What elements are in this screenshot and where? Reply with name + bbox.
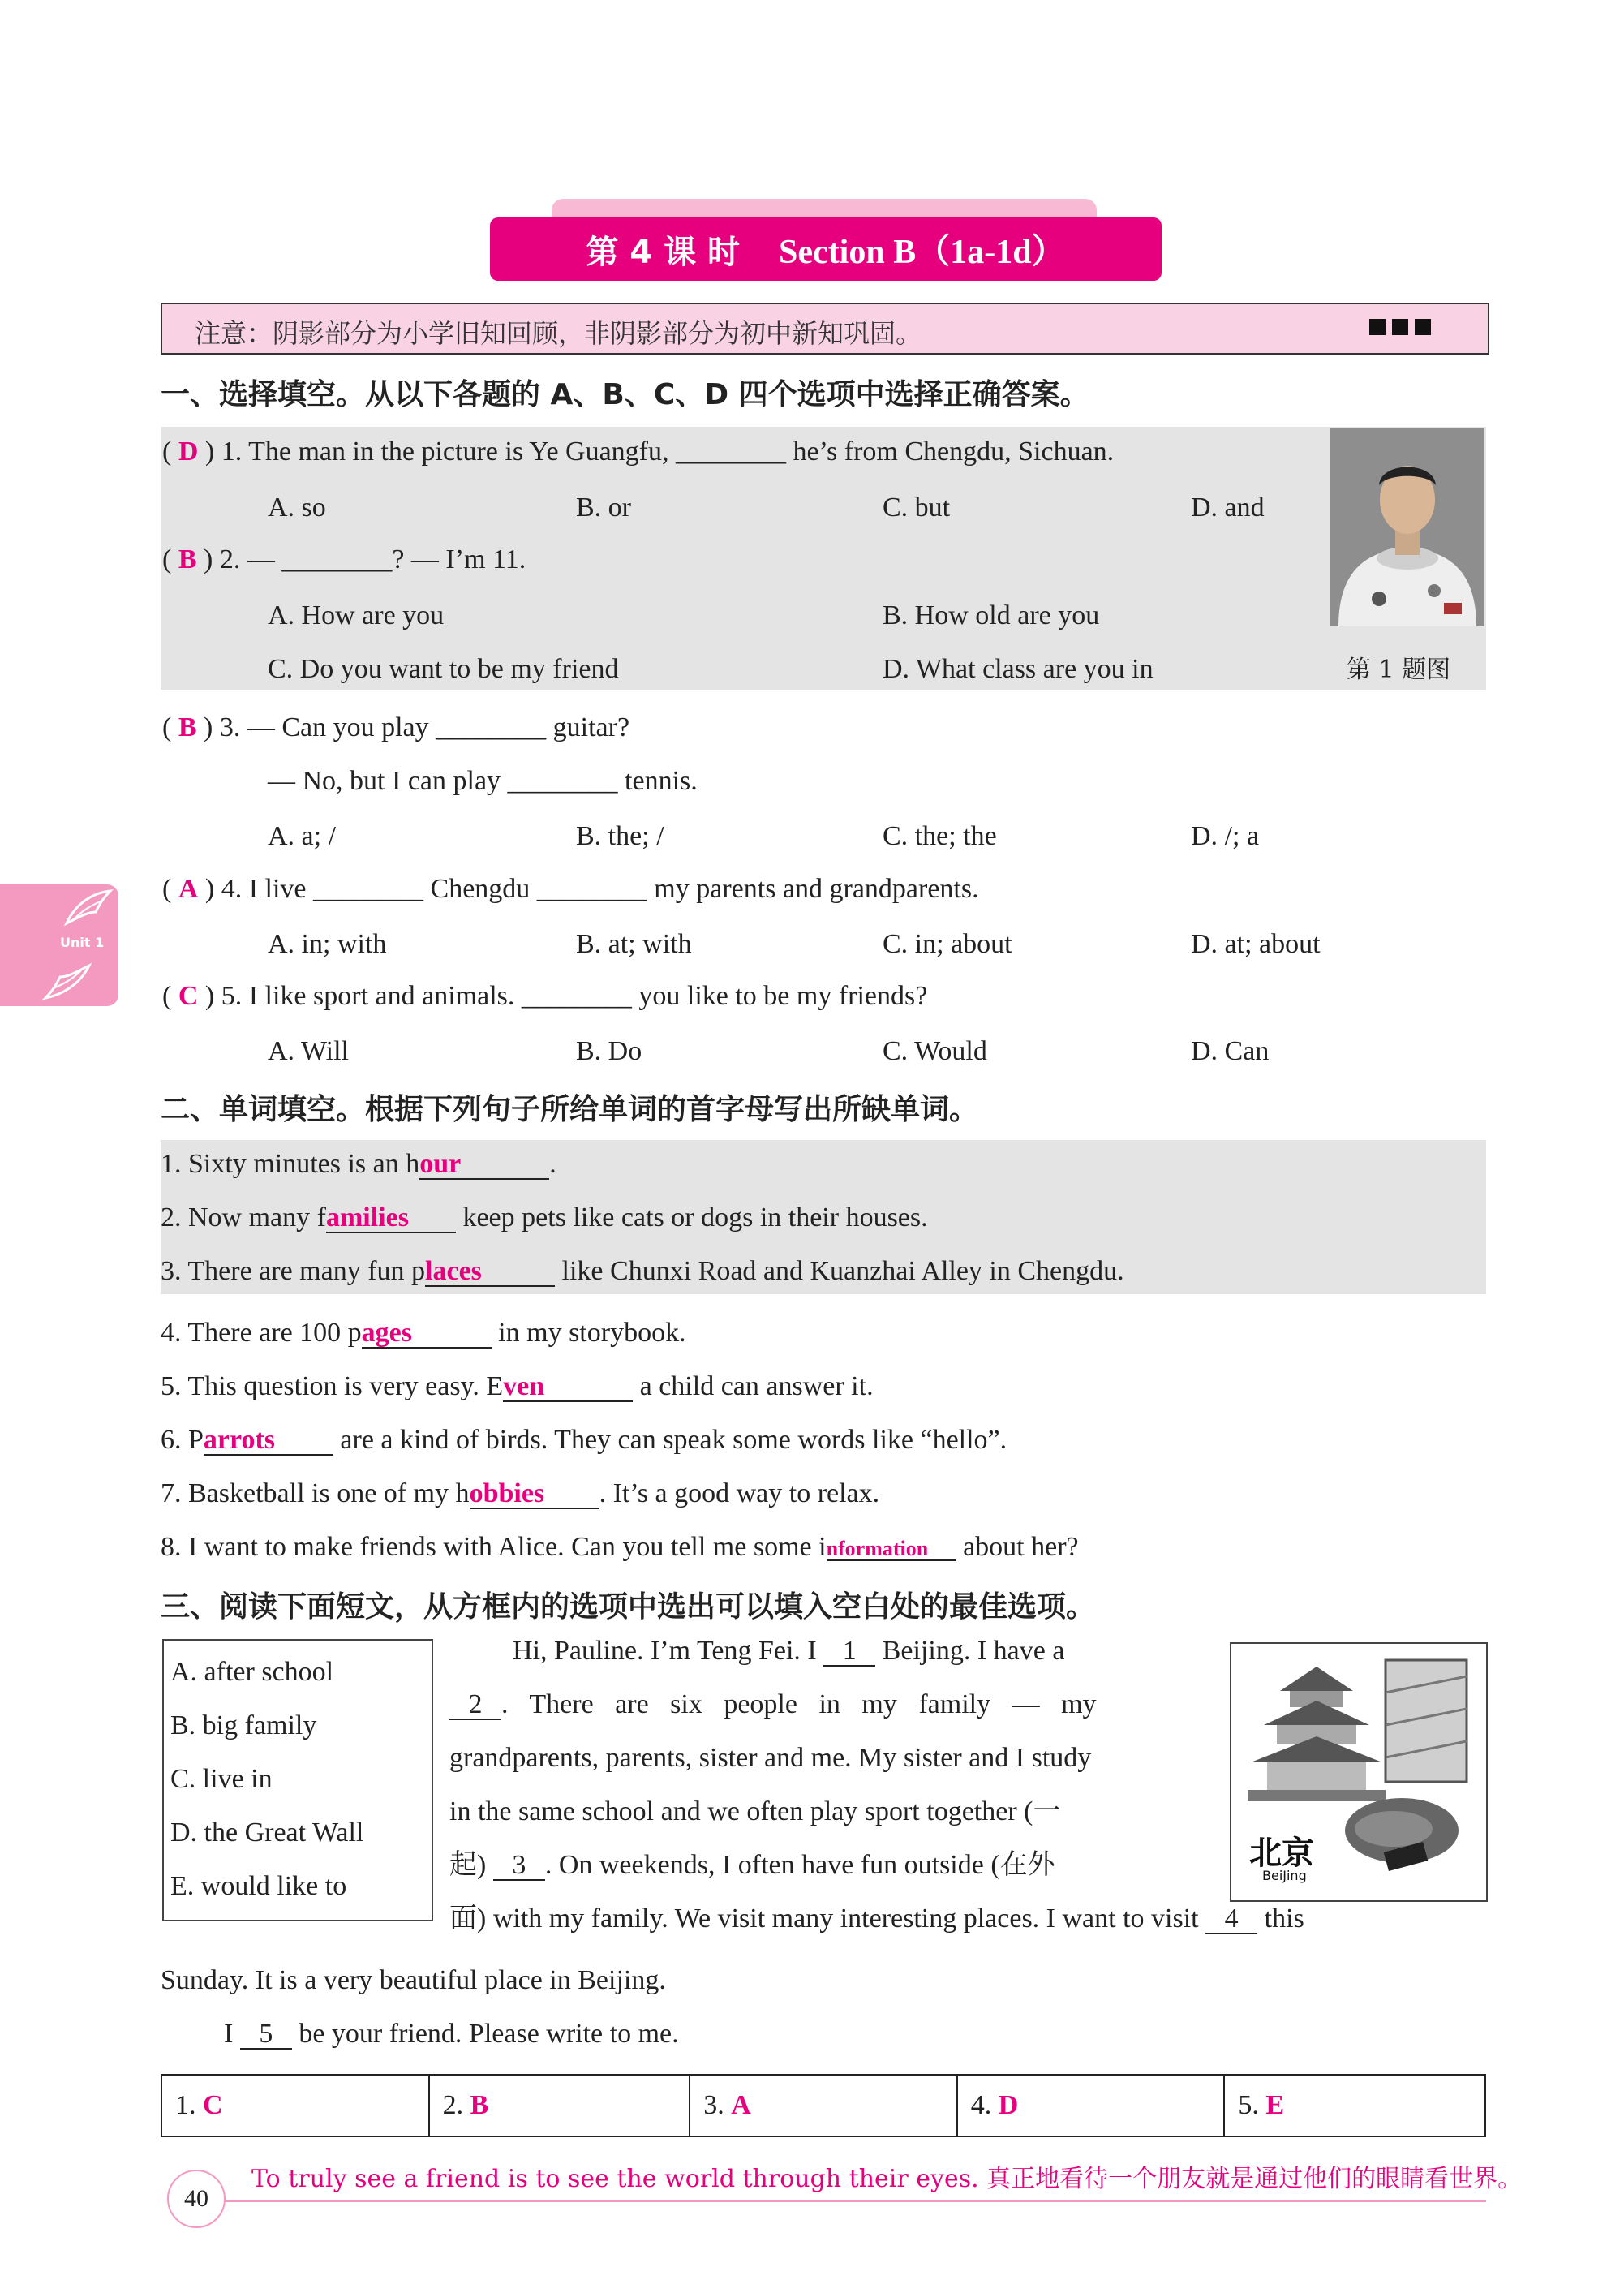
option: A. Will	[268, 1036, 350, 1066]
page-number-badge	[167, 2170, 226, 2228]
option: D. at; about	[1191, 929, 1321, 959]
word-fill-5: 5. This question is very easy. Even a child can answer it.	[161, 1371, 874, 1401]
passage-line: grandparents, parents, sister and me. My sister and I study	[449, 1743, 1092, 1773]
astronaut-photo	[1330, 428, 1484, 626]
passage-line: in the same school and we often play sport together (一	[449, 1796, 1061, 1826]
question-1: ( D ) 1. The man in the picture is Ye Guangfu, ________ he’s from Chengdu, Sichuan.	[162, 437, 1115, 467]
part1-heading: 一、选择填空。从以下各题的 A、B、C、D 四个选项中选择正确答案。	[161, 378, 1089, 411]
option-c: C. live in	[170, 1764, 273, 1794]
answer-cell: 3. A	[690, 2075, 957, 2136]
fill-answer: ages	[362, 1319, 492, 1349]
option-a: A. after school	[170, 1657, 334, 1687]
footer-quote: To truly see a friend is to see the world through their eyes. 真正地看待一个朋友就是通过他们的眼睛看世界。	[251, 2165, 1523, 2193]
question-stem: 1. The man in the picture is Ye Guangfu, ________ he’s from Chengdu, Sichuan.	[221, 437, 1115, 467]
word-fill-3: 3. There are many fun places like Chunxi Road and Kuanzhai Alley in Chengdu.	[161, 1256, 1124, 1286]
answer-5: C	[178, 981, 199, 1011]
options-box	[162, 1639, 433, 1921]
blank-4: 4	[1205, 1905, 1257, 1934]
blank-1: 1	[823, 1637, 875, 1667]
beijing-label-cn: 北京	[1249, 1835, 1314, 1872]
question-5: ( C ) 5. I like sport and animals. ________ you like to be my friends?	[162, 981, 928, 1011]
answer-cell: 1. C	[161, 2075, 429, 2136]
answer-cell: 4. D	[957, 2075, 1225, 2136]
fill-answer: ven	[503, 1373, 633, 1402]
section-title: Section B（1a-1d）	[779, 234, 1066, 271]
note-text: 注意：阴影部分为小学旧知回顾，非阴影部分为初中新知巩固。	[195, 318, 922, 349]
question-stem: 3. — Can you play ________ guitar?	[219, 712, 630, 742]
option: B. How old are you	[883, 600, 1100, 630]
beijing-label-en: BeiJing	[1262, 1868, 1307, 1883]
passage-line: I 5 be your friend. Please write to me.	[224, 2019, 679, 2049]
unit-label: Unit 1	[60, 935, 105, 950]
blank-2: 2	[449, 1691, 501, 1720]
word-fill-7: 7. Basketball is one of my hobbies . It’s a good way to relax.	[161, 1478, 880, 1508]
question-3: ( B ) 3. — Can you play ________ guitar?	[162, 712, 630, 742]
note-squares	[1369, 319, 1431, 339]
beijing-illustration	[1230, 1642, 1488, 1902]
option: A. in; with	[268, 929, 387, 959]
option: B. Do	[576, 1036, 642, 1066]
answer-1: D	[178, 437, 199, 467]
answer-table	[161, 2074, 1486, 2137]
unit-side-tab	[0, 884, 118, 1006]
word-fill-8: 8. I want to make friends with Alice. Can you tell me some information about her?	[161, 1532, 1079, 1562]
answer-4: A	[178, 874, 199, 904]
note-bar	[161, 303, 1489, 355]
page-number: 40	[184, 2185, 208, 2212]
answer-cell: 5. E	[1224, 2075, 1485, 2136]
answer-2: B	[178, 544, 197, 574]
passage-line: 起) 3 . On weekends, I often have fun outside (在外	[449, 1850, 1055, 1880]
option: D. What class are you in	[883, 654, 1154, 684]
question-stem: 5. I like sport and animals. ________ you like to be my friends?	[221, 981, 928, 1011]
option-d: D. the Great Wall	[170, 1818, 364, 1848]
passage-line: Hi, Pauline. I’m Teng Fei. I 1 Beijing. I have a	[513, 1636, 1065, 1666]
lesson-title: 第 4 课 时	[586, 233, 741, 271]
wing-icon	[63, 888, 114, 928]
option: D. Can	[1191, 1036, 1270, 1066]
question-stem: 2. — ________? — I’m 11.	[219, 544, 526, 574]
fill-answer: laces	[425, 1258, 555, 1287]
header-banner	[490, 217, 1162, 281]
option: D. and	[1191, 493, 1265, 523]
question-2: ( B ) 2. — ________? — I’m 11.	[162, 544, 526, 574]
fill-answer: arrots	[204, 1426, 333, 1456]
option: A. How are you	[268, 600, 445, 630]
footer-rule	[224, 2200, 1486, 2202]
astronaut-illustration	[1330, 428, 1484, 626]
fill-answer: obbies	[470, 1480, 599, 1509]
option: B. the; /	[576, 821, 664, 851]
option: D. /; a	[1191, 821, 1260, 851]
photo-caption: 第 1 题图	[1347, 656, 1451, 684]
option: C. Do you want to be my friend	[268, 654, 619, 684]
word-fill-6: 6. Parrots are a kind of birds. They can speak some words like “hello”.	[161, 1425, 1007, 1455]
blank-3: 3	[493, 1852, 545, 1881]
word-fill-4: 4. There are 100 pages in my storybook.	[161, 1318, 686, 1348]
passage-line: 面) with my family. We visit many interesting places. I want to visit 4 this	[449, 1904, 1304, 1934]
option-b: B. big family	[170, 1710, 317, 1740]
option: B. at; with	[576, 929, 692, 959]
question-4: ( A ) 4. I live ________ Chengdu ________ my parents and grandparents.	[162, 874, 979, 904]
option: A. so	[268, 493, 326, 523]
part2-heading: 二、单词填空。根据下列句子所给单词的首字母写出所缺单词。	[161, 1093, 979, 1126]
passage-line: 2 . There are six people in my family — my	[449, 1691, 1097, 1720]
answer-cell: 2. B	[429, 2075, 690, 2136]
question-stem-line2: — No, but I can play ________ tennis.	[268, 766, 698, 796]
fill-answer: nformation	[827, 1538, 956, 1561]
blank-5: 5	[240, 2020, 292, 2050]
word-fill-2: 2. Now many families keep pets like cats or dogs in their houses.	[161, 1202, 928, 1232]
option: C. but	[883, 493, 951, 523]
option: C. in; about	[883, 929, 1012, 959]
word-fill-1: 1. Sixty minutes is an hour .	[161, 1149, 556, 1179]
option: A. a; /	[268, 821, 337, 851]
fill-answer: our	[419, 1151, 549, 1180]
option: C. Would	[883, 1036, 987, 1066]
option-e: E. would like to	[170, 1871, 347, 1901]
wing-icon	[42, 961, 92, 1001]
answer-3: B	[178, 712, 197, 742]
option: B. or	[576, 493, 631, 523]
passage-line: Sunday. It is a very beautiful place in Beijing.	[161, 1965, 666, 1995]
option: C. the; the	[883, 821, 997, 851]
part3-heading: 三、阅读下面短文，从方框内的选项中选出可以填入空白处的最佳选项。	[161, 1590, 1096, 1624]
fill-answer: amilies	[326, 1204, 456, 1233]
question-stem: 4. I live ________ Chengdu ________ my parents and grandparents.	[221, 874, 979, 904]
